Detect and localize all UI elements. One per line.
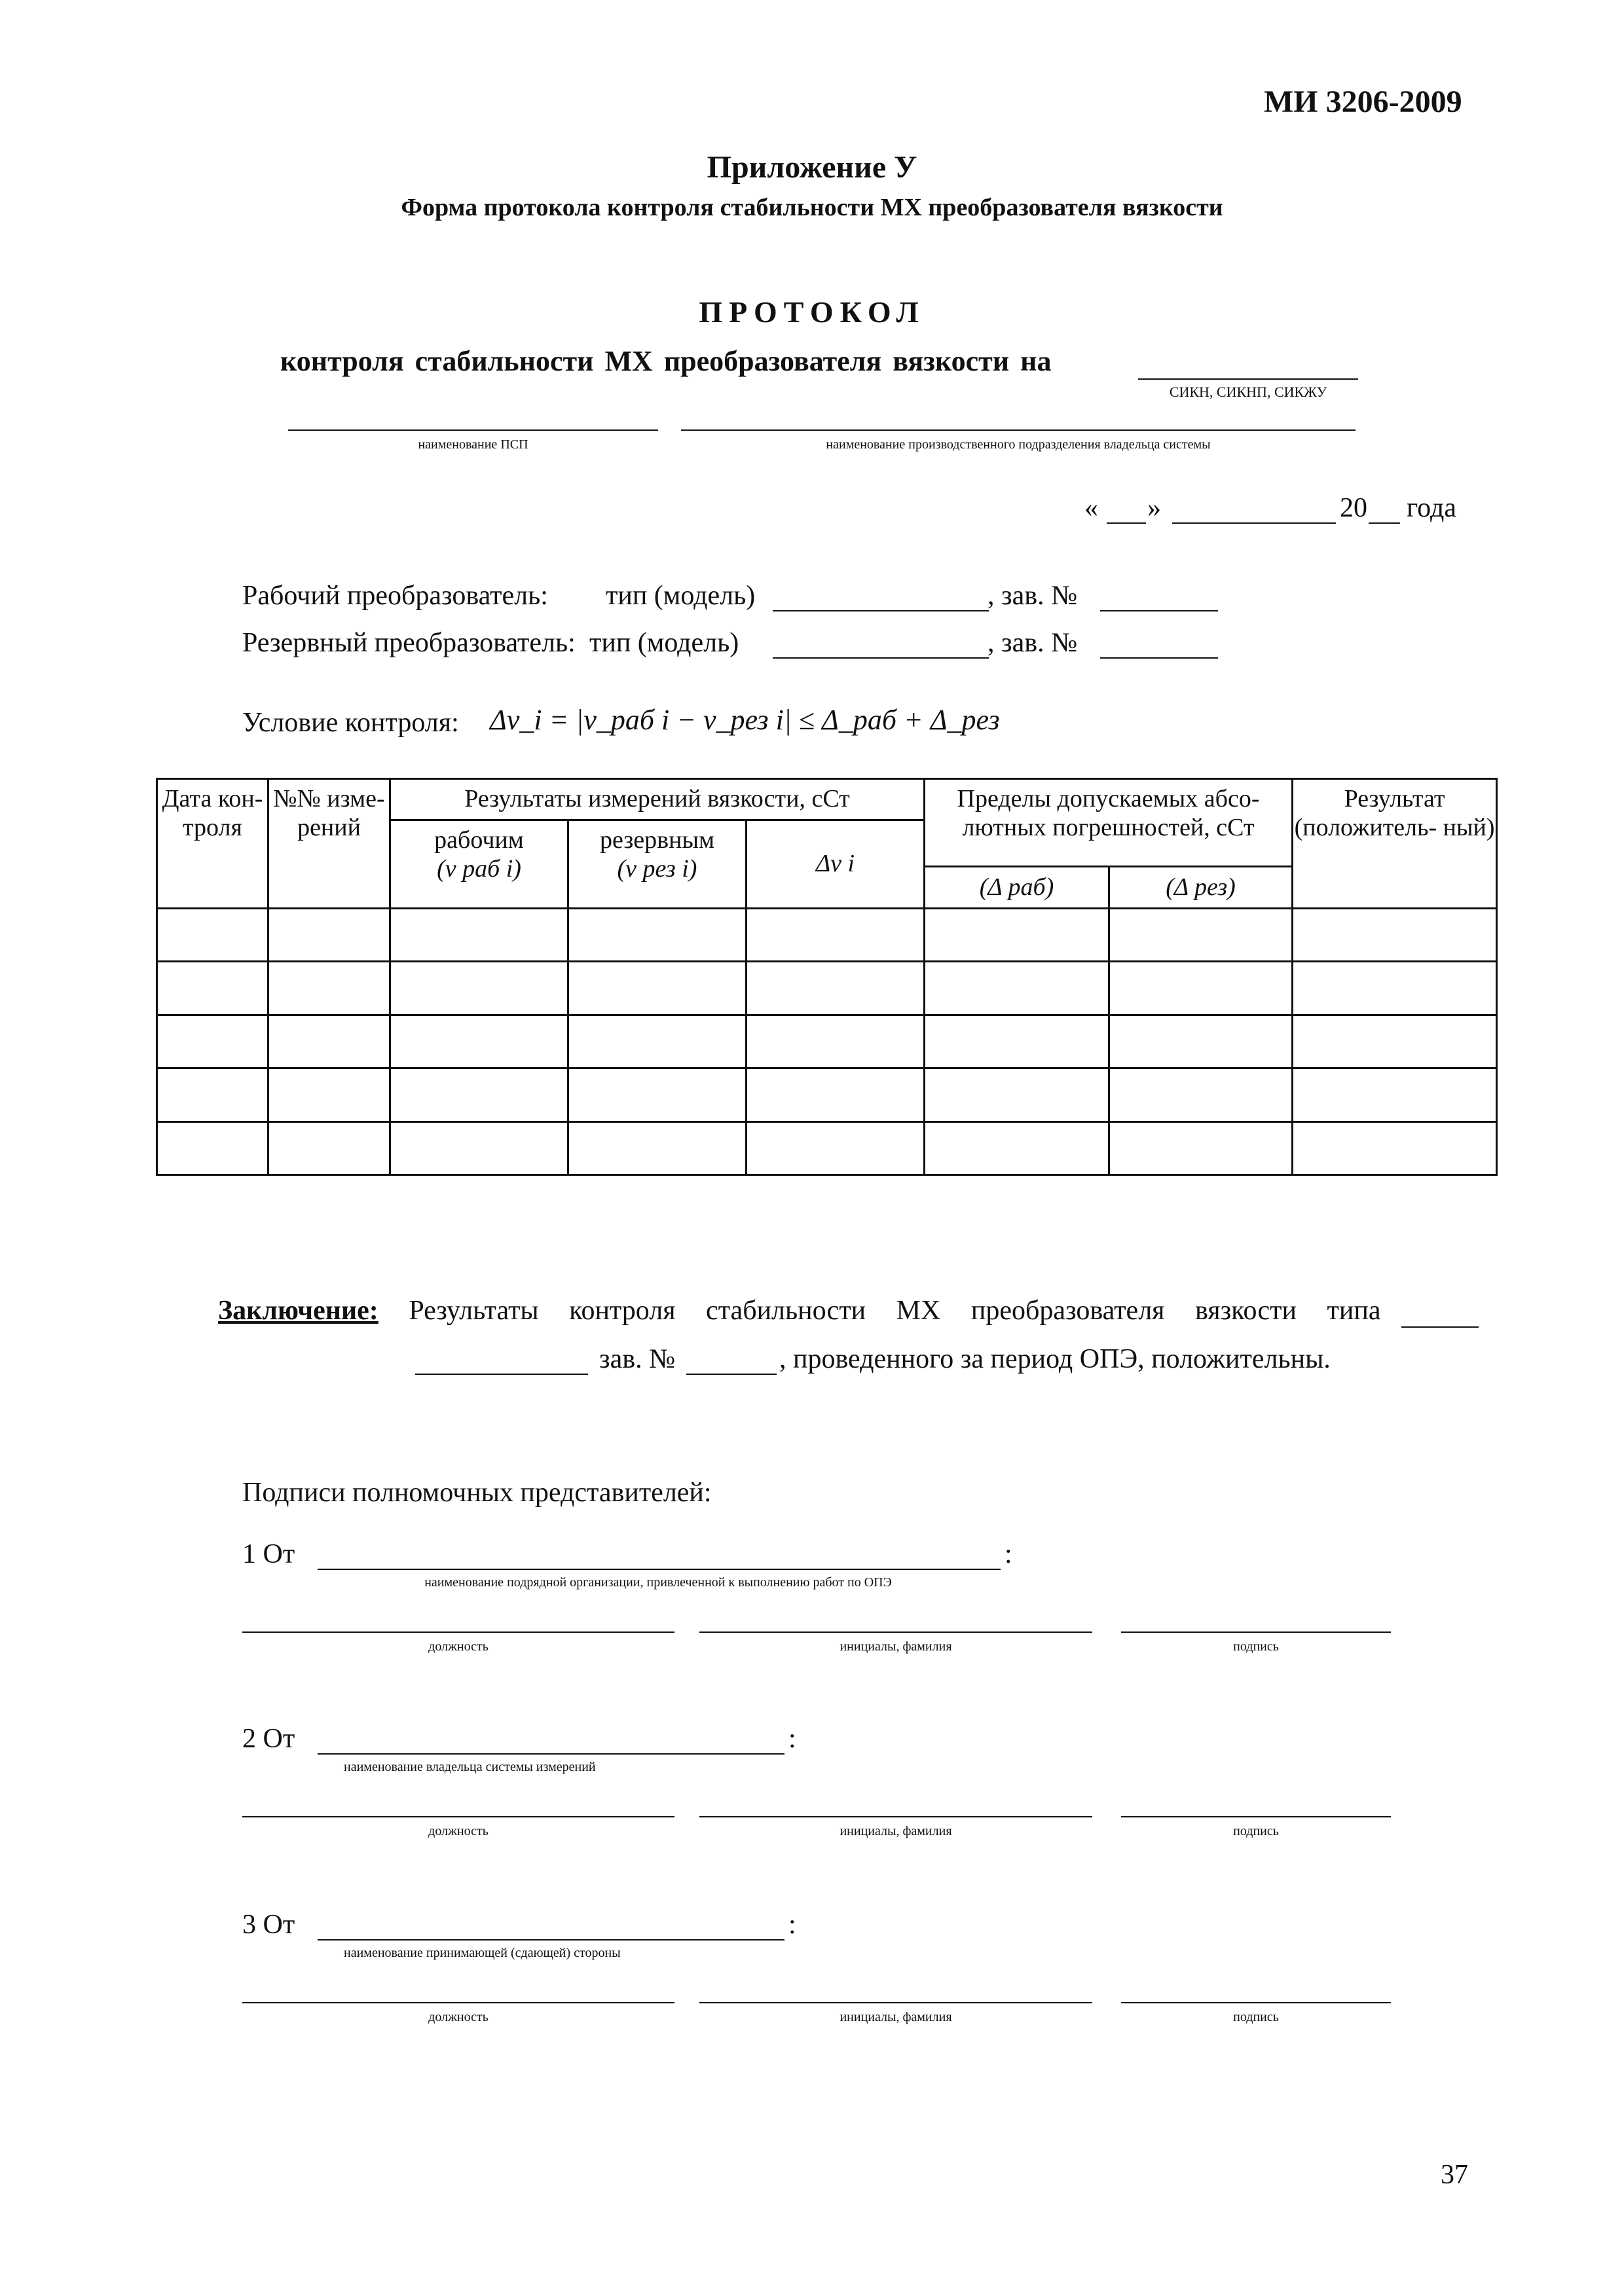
conclusion-serial-field[interactable] <box>686 1374 777 1375</box>
header-reserve-symbol: (ν рез i) <box>617 854 697 883</box>
table-body <box>157 908 1497 1175</box>
table-cell[interactable] <box>925 1068 1109 1121</box>
table-row <box>157 908 1497 961</box>
table-cell[interactable] <box>1293 962 1497 1015</box>
header-date: Дата кон- троля <box>157 779 268 909</box>
signature-caption: подпись <box>1233 2010 1279 2024</box>
protocol-title: ПРОТОКОЛ <box>699 295 925 329</box>
table-cell[interactable] <box>1109 1015 1293 1068</box>
table-cell[interactable] <box>1109 1121 1293 1175</box>
control-formula <box>490 703 1000 737</box>
division-caption: наименование производственного подразделения владельца системы <box>826 437 1211 452</box>
psp-caption: наименование ПСП <box>418 437 528 452</box>
date-year-field[interactable] <box>1369 522 1400 524</box>
working-serial-field[interactable] <box>1100 610 1218 611</box>
signature-org-caption: наименование подрядной организации, привлеченной к выполнению работ по ОПЭ <box>424 1575 892 1590</box>
signature-org-caption: наименование владельца системы измерений <box>344 1760 596 1774</box>
working-serial-label: , зав. № <box>987 581 1078 611</box>
signature-colon: : <box>788 1910 796 1940</box>
reserve-converter-label: Резервный преобразователь: <box>242 628 576 658</box>
table-cell[interactable] <box>268 962 390 1015</box>
conclusion-text-2: , проведенного за период ОПЭ, положительны. <box>779 1344 1331 1374</box>
conclusion-type-field[interactable] <box>1401 1326 1479 1328</box>
table-cell[interactable] <box>925 1121 1109 1175</box>
division-field[interactable] <box>681 429 1356 431</box>
formula-text: Δν_i = |ν_раб i − ν_рез i| ≤ Δ_раб + Δ_рез <box>490 704 1000 736</box>
table-cell[interactable] <box>157 962 268 1015</box>
position-field[interactable] <box>242 1816 674 1817</box>
header-reserve <box>568 820 747 908</box>
results-table <box>156 778 1498 1176</box>
date-year-prefix: 20 <box>1340 493 1367 523</box>
table-cell[interactable] <box>390 908 568 961</box>
table-cell[interactable] <box>157 1015 268 1068</box>
position-caption: должность <box>428 1639 489 1654</box>
system-field[interactable] <box>1138 378 1358 380</box>
date-month-field[interactable] <box>1172 522 1336 524</box>
table-cell[interactable] <box>390 1068 568 1121</box>
header-results-group: Результаты измерений вязкости, сСт <box>390 779 925 820</box>
table-cell[interactable] <box>1109 1068 1293 1121</box>
system-caption: СИКН, СИКНП, СИКЖУ <box>1169 384 1327 400</box>
table-cell[interactable] <box>568 962 747 1015</box>
table-cell[interactable] <box>1293 1015 1497 1068</box>
header-reserve-label: резервным <box>599 826 715 854</box>
position-caption: должность <box>428 2010 489 2024</box>
table-cell[interactable] <box>268 1015 390 1068</box>
reserve-type-label: тип (модель) <box>589 628 739 658</box>
signature-org-field[interactable] <box>318 1753 784 1755</box>
name-caption: инициалы, фамилия <box>840 1639 952 1654</box>
table-row <box>157 962 1497 1015</box>
header-working-symbol: (ν раб i) <box>437 854 521 883</box>
signature-org-caption: наименование принимающей (сдающей) стороны <box>344 1946 621 1960</box>
header-limits-group: Пределы допускаемых абсо- лютных погрешностей, сСт <box>925 779 1293 867</box>
header-working-label: рабочим <box>434 826 524 854</box>
reserve-serial-label: , зав. № <box>987 628 1078 658</box>
signature-from-label: 3 От <box>242 1910 295 1940</box>
table-row <box>157 1068 1497 1121</box>
signature-colon: : <box>788 1724 796 1754</box>
table-cell[interactable] <box>1109 962 1293 1015</box>
conclusion-label: Заключение: <box>218 1296 378 1326</box>
name-field[interactable] <box>699 1816 1092 1817</box>
table-cell[interactable] <box>747 1015 925 1068</box>
table-cell[interactable] <box>390 1121 568 1175</box>
signature-from-label: 2 От <box>242 1724 295 1754</box>
table-cell[interactable] <box>568 1015 747 1068</box>
reserve-type-field[interactable] <box>773 657 989 659</box>
position-field[interactable] <box>242 1631 674 1633</box>
table-cell[interactable] <box>1293 1068 1497 1121</box>
header-measurement-number: №№ изме- рений <box>268 779 390 909</box>
working-converter-label: Рабочий преобразователь: <box>242 581 548 611</box>
control-condition-label: Условие контроля: <box>242 708 459 738</box>
header-delta-working: (Δ раб) <box>925 867 1109 908</box>
signature-colon: : <box>1005 1539 1012 1569</box>
protocol-subtitle: контроля стабильности МХ преобразователя вязкости на <box>280 345 1052 377</box>
name-field[interactable] <box>699 2002 1092 2003</box>
signature-field[interactable] <box>1121 2002 1391 2003</box>
table-cell[interactable] <box>568 1121 747 1175</box>
table-cell[interactable] <box>390 962 568 1015</box>
signature-from-label: 1 От <box>242 1539 295 1569</box>
header-result: Результат (положитель- ный) <box>1293 779 1497 909</box>
table-cell[interactable] <box>925 908 1109 961</box>
position-field[interactable] <box>242 2002 674 2003</box>
table-row <box>157 1015 1497 1068</box>
signature-caption: подпись <box>1233 1824 1279 1838</box>
annex-subtitle: Форма протокола контроля стабильности МХ преобразователя вязкости <box>401 194 1223 221</box>
table-cell[interactable] <box>390 1015 568 1068</box>
header-delta-reserve: (Δ рез) <box>1109 867 1293 908</box>
working-type-field[interactable] <box>773 610 989 611</box>
working-type-label: тип (модель) <box>606 581 756 611</box>
table-cell[interactable] <box>157 908 268 961</box>
annex-title: Приложение У <box>707 150 917 185</box>
header-working <box>390 820 568 908</box>
date-day-field[interactable] <box>1107 522 1146 524</box>
table-cell[interactable] <box>747 1068 925 1121</box>
signature-org-field[interactable] <box>318 1939 784 1941</box>
date-year-suffix: года <box>1407 493 1456 523</box>
header-delta: Δν i <box>747 820 925 908</box>
signature-org-field[interactable] <box>318 1569 1001 1570</box>
table-cell[interactable] <box>268 1121 390 1175</box>
conclusion-text: Результаты контроля стабильности МХ преобразователя вязкости типа <box>409 1296 1381 1326</box>
position-caption: должность <box>428 1824 489 1838</box>
date-open-quote: « <box>1084 493 1098 523</box>
conclusion-serial-label: зав. № <box>599 1344 676 1374</box>
table-cell[interactable] <box>747 1121 925 1175</box>
table-cell[interactable] <box>925 962 1109 1015</box>
table-cell[interactable] <box>157 1068 268 1121</box>
conclusion-type-field-2[interactable] <box>415 1374 588 1375</box>
table-cell[interactable] <box>925 1015 1109 1068</box>
table-cell[interactable] <box>568 908 747 961</box>
psp-field[interactable] <box>288 429 658 431</box>
table-cell[interactable] <box>268 908 390 961</box>
signatures-heading: Подписи полномочных представителей: <box>242 1478 712 1508</box>
page-number: 37 <box>1441 2160 1468 2190</box>
signature-field[interactable] <box>1121 1816 1391 1817</box>
table-cell[interactable] <box>747 962 925 1015</box>
table-cell[interactable] <box>268 1068 390 1121</box>
table-cell[interactable] <box>747 908 925 961</box>
name-caption: инициалы, фамилия <box>840 2010 952 2024</box>
table-row <box>157 1121 1497 1175</box>
name-field[interactable] <box>699 1631 1092 1633</box>
table-cell[interactable] <box>568 1068 747 1121</box>
table-cell[interactable] <box>1109 908 1293 961</box>
table-cell[interactable] <box>1293 1121 1497 1175</box>
table-cell[interactable] <box>157 1121 268 1175</box>
signature-caption: подпись <box>1233 1639 1279 1654</box>
signature-field[interactable] <box>1121 1631 1391 1633</box>
conclusion-line-1 <box>218 1295 1477 1326</box>
reserve-serial-field[interactable] <box>1100 657 1218 659</box>
document-code: МИ 3206-2009 <box>1264 84 1462 119</box>
name-caption: инициалы, фамилия <box>840 1824 952 1838</box>
table-cell[interactable] <box>1293 908 1497 961</box>
date-close-quote: » <box>1147 493 1161 523</box>
